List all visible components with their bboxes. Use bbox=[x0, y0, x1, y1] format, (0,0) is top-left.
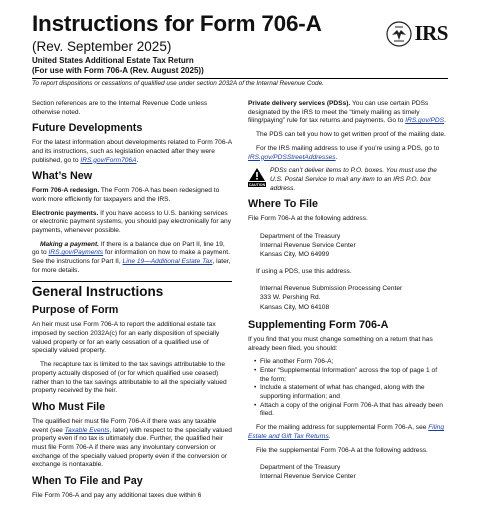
address-block-3 bbox=[260, 463, 448, 481]
purpose-paragraph-2: The recapture tax is limited to the tax savings attributable to the property actually disposed of (or for which qualified use ceased) rather than to the tax savings attributable to all the specially valued property received by the heir. bbox=[32, 361, 227, 395]
pds-use-paragraph: If using a PDS, use this address. bbox=[256, 267, 352, 275]
address-line: Internal Revenue Submission Processing Center bbox=[260, 285, 403, 293]
irs-logo bbox=[386, 20, 448, 48]
heading-when-to-file: When To File and Pay bbox=[32, 475, 143, 488]
electronic-payments-paragraph: Electronic payments. If you have access to U.S. banking services or electronic payment systems, you should pay electronically for any payments, whenever possible. bbox=[32, 209, 232, 235]
heading-supplementing: Supplementing Form 706-A bbox=[248, 318, 389, 331]
caution-label: CAUTION bbox=[248, 183, 266, 188]
redesign-paragraph: Form 706-A redesign. The Form 706-A has been redesigned to work more efficiently for taxpayers and the IRS. bbox=[32, 187, 220, 203]
right-column bbox=[248, 100, 448, 506]
address-line: Department of the Treasury bbox=[260, 464, 341, 472]
heading-general-instructions: General Instructions bbox=[32, 281, 232, 300]
list-item: • File another Form 706-A; bbox=[254, 358, 448, 367]
caution-text: PDSs can’t deliver items to P.O. boxes. You must use the U.S. Postal Service to mail any item to an IRS P.O. box address. bbox=[270, 167, 437, 192]
when-to-file-paragraph: File Form 706-A and pay any additional taxes due within 6 bbox=[32, 491, 202, 499]
supplementing-paragraph: If you find that you must change something on a return that has already been filed, you should: bbox=[248, 335, 433, 352]
address-line: Kansas City, MO 64999 bbox=[260, 251, 330, 259]
heading-who-must-file: Who Must File bbox=[32, 400, 106, 413]
address-line: Internal Revenue Service Center bbox=[260, 242, 356, 250]
heading-whats-new: What’s New bbox=[32, 170, 93, 183]
subtitle-line1: United States Additional Estate Tax Return bbox=[32, 56, 194, 66]
intro-paragraph: Section references are to the Internal Revenue Code unless otherwise noted. bbox=[32, 100, 208, 116]
address-line: Internal Revenue Service Center bbox=[260, 473, 356, 481]
list-item: • Enter “Supplemental Information” across the top of page 1 of the form; bbox=[254, 367, 448, 384]
purpose-paragraph-1: An heir must use Form 706-A to report the additional estate tax imposed by section 2032A(c) for an early disposition of specially valued property or for an early cessation of a qualified use of specially valued property. bbox=[32, 321, 220, 355]
future-paragraph: For the latest information about developments related to Form 706-A and its instructions, such as legislation enacted after they were published, go to IRS.gov/Form706A. bbox=[32, 139, 232, 164]
purpose-statement: To report dispositions or cessations of qualified use under section 2032A of the Internal Revenue Code. bbox=[32, 79, 324, 87]
link-pds-street-addresses[interactable]: IRS.gov/PDSStreetAddresses bbox=[248, 153, 336, 161]
subtitle-line2: (For use with Form 706-A (Rev. August 2025)) bbox=[32, 65, 204, 75]
irs-logo-text: IRS bbox=[414, 21, 448, 45]
pds-proof-paragraph: The PDS can tell you how to get written proof of the mailing date. bbox=[256, 131, 446, 139]
heading-purpose-of-form: Purpose of Form bbox=[32, 304, 119, 317]
header-rule bbox=[32, 78, 448, 79]
left-column bbox=[32, 100, 232, 506]
address-line: Department of the Treasury bbox=[260, 232, 341, 240]
subtitle bbox=[32, 56, 448, 75]
two-column-body bbox=[32, 100, 448, 506]
address-block-2 bbox=[260, 284, 448, 312]
link-line19[interactable]: Line 19—Additional Estate Tax bbox=[122, 258, 213, 266]
caution-icon bbox=[248, 167, 266, 187]
making-payment-paragraph: Making a payment. If there is a balance due on Part II, line 19, go to IRS.gov/Payments for information on how to make a payment. See the instructions for Part II, Line 19—Additional Estate Tax, later, for more details. bbox=[32, 240, 231, 274]
pds-address-paragraph: For the IRS mailing address to use if you’re using a PDS, go to IRS.gov/PDSStreetAddresses. bbox=[248, 144, 440, 161]
document-title: Instructions for Form 706-A bbox=[32, 11, 322, 36]
who-must-file-paragraph: The qualified heir must file Form 706-A if there was any taxable event (see Taxable Events, later) with respect to the specially valued property even if no tax is ultimately due. Further, the qualified heir must file Form 706-A if there was any involuntary conversion or exchange of the specially valued property even if the conversion or exchange is nontaxable. bbox=[32, 417, 232, 469]
supplementing-list bbox=[254, 358, 448, 419]
where-to-file-paragraph: File Form 706-A at the following address. bbox=[248, 215, 368, 223]
eagle-icon bbox=[386, 21, 412, 47]
link-form706a[interactable]: IRS.gov/Form706A bbox=[80, 156, 137, 164]
address-line: 333 W. Pershing Rd. bbox=[260, 294, 321, 302]
list-item: • Attach a copy of the original Form 706-A that has already been filed. bbox=[254, 402, 448, 419]
address-block-1 bbox=[260, 232, 448, 260]
link-payments[interactable]: IRS.gov/Payments bbox=[48, 249, 104, 257]
heading-where-to-file: Where To File bbox=[248, 198, 318, 211]
pds-paragraph: Private delivery services (PDSs). You can use certain PDSs designated by the IRS to meet the “timely mailing as timely filing/paying” rule for tax returns and payments. Go to IRS.gov/PDS. bbox=[248, 100, 446, 125]
revision-date: (Rev. September 2025) bbox=[32, 38, 172, 54]
list-item: • Include a statement of what has changed, along with the supporting information; and bbox=[254, 384, 448, 401]
link-filing-estate-gift[interactable]: Filing Estate and Gift Tax Returns bbox=[248, 424, 445, 440]
link-taxable-events[interactable]: Taxable Events bbox=[64, 426, 110, 434]
link-pds[interactable]: IRS.gov/PDS bbox=[405, 117, 445, 125]
supplemental-file-paragraph: File the supplemental Form 706-A at the following address. bbox=[256, 446, 428, 454]
address-line: Kansas City, MO 64108 bbox=[260, 303, 330, 311]
caution-note bbox=[248, 167, 448, 193]
supplemental-mailing-paragraph: For the mailing address for supplemental Form 706-A, see Filing Estate and Gift Tax Returns. bbox=[248, 424, 445, 440]
heading-future-developments: Future Developments bbox=[32, 122, 143, 135]
document-header bbox=[32, 0, 448, 88]
